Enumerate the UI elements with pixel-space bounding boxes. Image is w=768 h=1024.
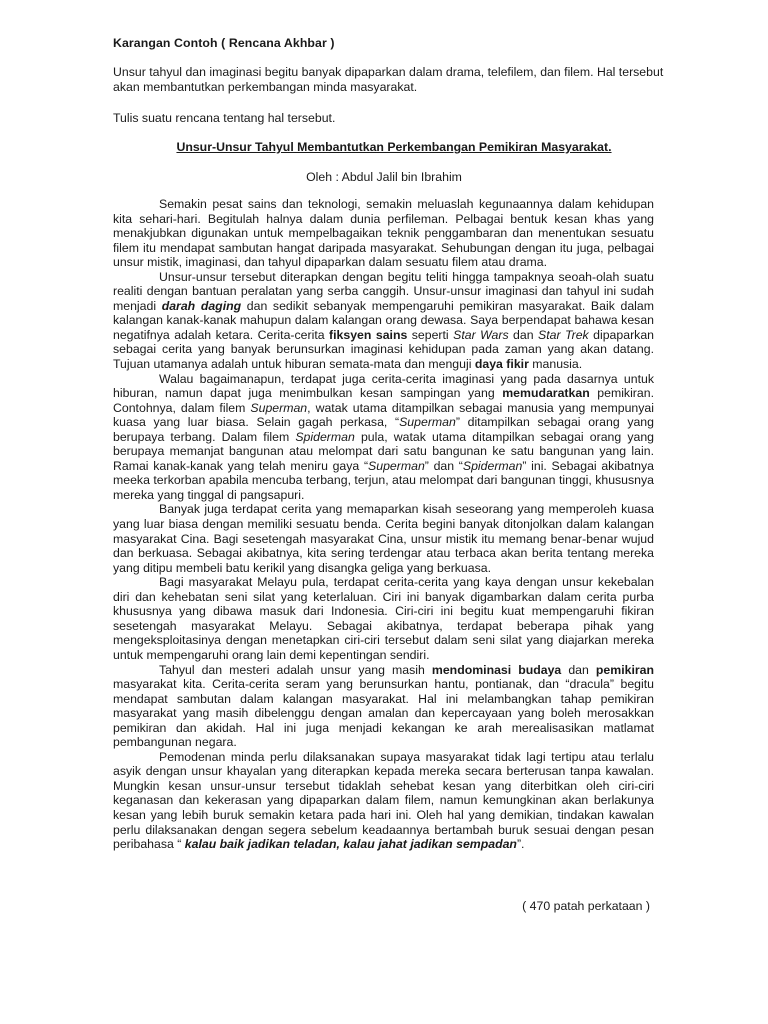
text-run: Walau bagaimanapun, terdapat juga cerita-cerita imaginasi yang pada dasarnya untuk hiburan, namun dapat juga menimbulkan kesan sampingan yang <box>113 371 654 401</box>
italic-text: Star Wars <box>453 327 509 342</box>
emphasis-text: daya fikir <box>474 357 529 372</box>
intro-instruction: Tulis suatu rencana tentang hal tersebut. <box>113 111 336 125</box>
text-run: pemikiran. Contohnya, dalam filem <box>113 386 654 415</box>
text-run: seperti <box>407 327 454 342</box>
text-run: masyarakat kita. Cerita-cerita seram yang berunsurkan hantu, pontianak, dan “dracula” begitu mendapat sambutan dalam kalangan masyarakat. Hal ini melambangkan tahap pemikiran masyarakat yang masih dibelenggu dengan amalan dan kepercayaan yang boleh merosakkan pemikiran dan akidah. Hal ini juga menjadi kekangan ke arah merealisasikan matlamat pembangunan negara. <box>113 677 654 750</box>
proverb-text: kalau baik jadikan teladan, kalau jahat jadikan sempadan <box>184 837 517 852</box>
paragraph-5: Bagi masyarakat Melayu pula, terdapat cerita-cerita yang kaya dengan unsur kekebalan diri dan kehebatan seni silat yang keterlaluan. Ciri ini banyak digambarkan dalam cerita purba khususnya yang dibawa masuk dari Indonesia. Ciri-ciri ini begitu kuat mempengaruhi fikiran sesetengah masyarakat Melayu. Sebagai akibatnya, terdapat beberapa pihak yang mengeksploitasinya dengan menetapkan ciri-ciri tersebut dalam seni silat yang diajarkan mereka untuk mempengaruhi orang lain demi kepentingan sendiri. <box>113 575 654 662</box>
text-run: pula, watak utama ditampilkan sebagai orang yang berupaya memanjat bangunan atau melompat dari satu bangunan ke satu bangunan yang lain. Ramai kanak-kanak yang telah meniru gaya “ <box>113 429 654 473</box>
text-run: Pemodenan minda perlu dilaksanakan supaya masyarakat tidak lagi tertipu atau terlalu asyik dengan unsur khayalan yang diterapkan kepada mereka secara berterusan tanpa kawalan. Mungkin kesan unsur-unsur tersebut tidaklah sehebat kesan yang diterbitkan oleh ciri-ciri keganasan dan kekerasan yang dipaparkan dalam filem, namun kemungkinan akan berlakunya kesan yang lebih buruk semakin ketara pada hari ini. Oleh hal yang demikian, tindakan kawalan perlu dilaksanakan dengan segera sebelum keadaannya bertambah buruk sesuai dengan pesan peribahasa “ <box>113 749 654 852</box>
paragraph-7 <box>113 750 654 852</box>
italic-text: Spiderman <box>295 429 355 444</box>
emphasis-text: pemikiran <box>595 662 654 677</box>
emphasis-text: fiksyen sains <box>329 327 408 342</box>
intro-text: Unsur tahyul dan imaginasi begitu banyak dipaparkan dalam drama, telefilem, dan filem. Hal tersebut akan membantutkan perkembangan minda masyarakat. <box>113 65 664 95</box>
text-run: dipaparkan sebagai cerita yang banyak berunsurkan imaginasi kehidupan pada zaman yang akan datang. Tujuan utamanya adalah untuk hiburan semata-mata dan menguji <box>113 327 654 372</box>
italic-text: Star Trek <box>538 327 589 342</box>
text-run: ”. <box>516 837 525 852</box>
text-run: Tahyul dan mesteri adalah unsur yang masih <box>159 662 432 677</box>
italic-text: Superman <box>368 458 425 473</box>
emphasis-text: darah daging <box>161 298 242 313</box>
paragraph-1: Semakin pesat sains dan teknologi, semakin meluaslah kegunaannya dalam kehidupan kita sehari-hari. Begitulah halnya dalam dunia perfileman. Pelbagai bentuk kesan khas yang menakjubkan digunakan untuk mempelbagaikan teknik penggambaran dan menentukan sesuatu filem itu mendapat sambutan hangat daripada masyarakat. Sehubungan dengan itu juga, pelbagai unsur mistik, imaginasi, dan tahyul dipaparkan dalam sesuatu filem atau drama. <box>113 197 654 270</box>
essay-author: Oleh : Abdul Jalil bin Ibrahim <box>306 170 462 184</box>
text-run: Unsur-unsur tersebut diterapkan dengan begitu teliti hingga tampaknya seoah-olah suatu realiti dengan bantuan peralatan yang serba canggih. Unsur-unsur imaginasi dan tahyul ini sudah menjadi <box>113 269 654 313</box>
paragraph-4: Banyak juga terdapat cerita yang memaparkan kisah seseorang yang memperoleh kuasa yang luar biasa dengan memiliki sesuatu benda. Cerita begini banyak ditonjolkan dalam kalangan masyarakat Cina. Bagi sesetengah masyarakat Cina, unsur mistik itu memang benar-benar wujud dan berkuasa. Sebagai akibatnya, kita sering terdengar atau terbaca akan berita tentang mereka yang ditipu membeli batu kerikil yang disangka geliga yang berkuasa. <box>113 502 654 575</box>
emphasis-text: mendominasi budaya <box>431 662 562 677</box>
italic-text: Superman <box>399 415 456 430</box>
text-run: ” dan “ <box>424 458 463 473</box>
word-count: ( 470 patah perkataan ) <box>522 899 650 913</box>
text-run: dan <box>561 662 596 677</box>
paragraph-3 <box>113 372 654 503</box>
essay-title: Unsur-Unsur Tahyul Membantutkan Perkembangan Pemikiran Masyarakat. <box>176 140 612 154</box>
essay-body <box>113 197 654 852</box>
italic-text: Spiderman <box>462 458 523 473</box>
italic-text: Superman <box>250 400 308 415</box>
paragraph-2 <box>113 270 654 372</box>
text-run: ” ditampilkan sebagai orang yang berupaya terbang. Dalam filem <box>113 415 654 444</box>
text-run: dan <box>508 327 539 342</box>
emphasis-text: memudaratkan <box>502 386 590 401</box>
text-run: , watak utama ditampilkan sebagai manusia yang mempunyai kuasa yang luar biasa. Selain gagah perkasa, “ <box>113 400 654 430</box>
document-heading: Karangan Contoh ( Rencana Akhbar ) <box>113 36 335 50</box>
text-run: ” ini. Sebagai akibatnya meeka terkorban apabila mencuba terbang, terjun, atau melompat dari bangunan tinggi, khususnya mereka yang tinggal di pangsapuri. <box>113 458 654 502</box>
text-run: manusia. <box>528 357 583 372</box>
text-run: dan sedikit sebanyak mempengaruhi pemikiran masyarakat. Baik dalam kalangan kanak-kanak mahupun dalam kalangan orang dewasa. Saya berpendapat bahawa kesan negatifnya adalah ketara. Cerita-cerita <box>113 298 654 342</box>
paragraph-6 <box>113 663 654 750</box>
